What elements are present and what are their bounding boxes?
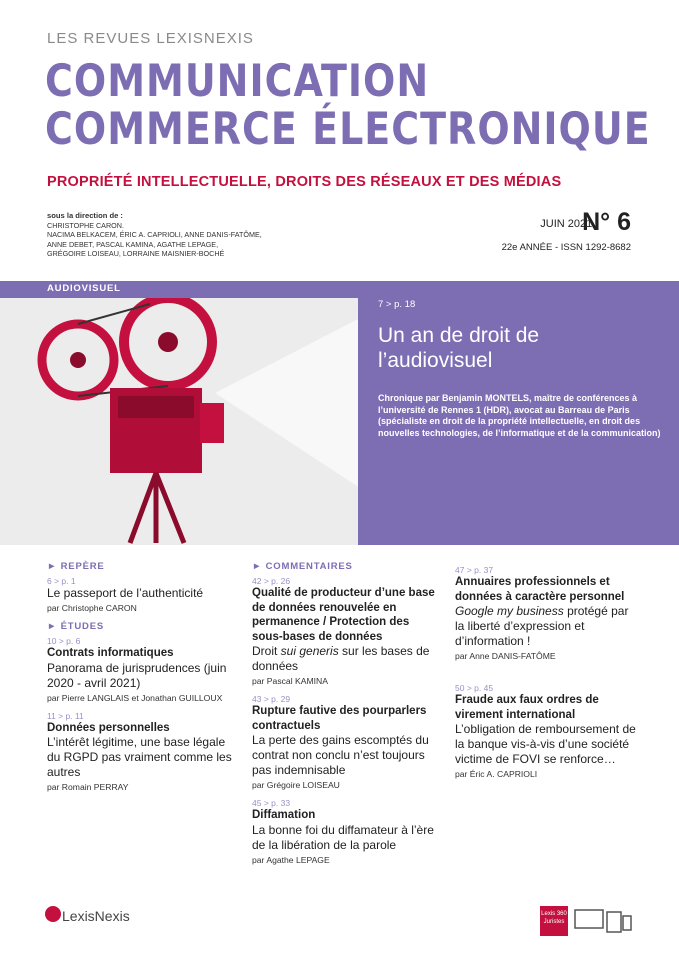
lexisnexis-logo-icon	[45, 906, 61, 922]
projector-lens	[200, 403, 224, 443]
journal-title-line2: COMMERCE ÉLECTRONIQUE	[45, 102, 651, 155]
contents-column-2	[252, 561, 437, 873]
issue-meta: 22e ANNÉE - ISSN 1292-8682	[501, 242, 631, 253]
item-author: par Pascal KAMINA	[252, 676, 328, 686]
item-heading[interactable]: Données personnelles	[47, 721, 170, 734]
item-ref: 42 > p. 26	[252, 576, 291, 586]
issue-number: N° 6	[582, 208, 631, 236]
section-heading-commentaires: ► COMMENTAIRES	[252, 561, 353, 572]
journal-subtitle: PROPRIÉTÉ INTELLECTUELLE, DROITS DES RÉSEAUX ET DES MÉDIAS	[47, 174, 562, 190]
item-author: par Agathe LEPAGE	[252, 854, 330, 865]
feature-title[interactable]: Un an de droit de l’audiovisuel	[378, 324, 540, 372]
section-heading-repere: ► REPÈRE	[47, 561, 105, 572]
light-beam	[215, 318, 360, 488]
devices-svg	[573, 906, 633, 936]
item-title: La perte des gains escomptés du contrat non conclu n’est toujours pas indemnisable	[252, 733, 429, 777]
item-heading[interactable]: Qualité de producteur d’une base de données renouvelée en permanence / Protection des sous-bases de données	[252, 587, 435, 643]
section-label: AUDIOVISUEL	[47, 283, 121, 294]
monitor-icon	[575, 910, 603, 928]
item-author: par Romain PERRAY	[47, 782, 129, 792]
item-author: par Pierre LANGLAIS et Jonathan GUILLOUX	[47, 692, 223, 703]
item-heading[interactable]: Annuaires professionnels et données à caractère personnel	[455, 576, 625, 603]
reel-hub-right	[158, 332, 178, 352]
item-title: L’obligation de remboursement de la banque vis-à-vis d’une société victime de FOVI se renforce…	[455, 722, 636, 766]
item-heading[interactable]: Fraude aux faux ordres de virement international	[455, 694, 599, 721]
issue-date: JUIN 2021 -	[540, 218, 599, 230]
item-ref: 10 > p. 6	[47, 636, 81, 646]
journal-title-line1: COMMUNICATION	[45, 54, 430, 107]
item-title-part: protégé par la liberté d’expression et d’information !	[455, 604, 629, 648]
item-heading[interactable]: Diffamation	[252, 809, 316, 821]
item-title-emphasis: Google my business	[455, 604, 564, 618]
direction-line: CHRISTOPHE CARON.	[47, 220, 124, 230]
contents-column-3	[455, 563, 640, 787]
lexisnexis-logo-text: LexisNexis	[62, 908, 130, 924]
item-ref: 50 > p. 45	[455, 683, 494, 693]
item-ref: 11 > p. 11	[47, 710, 84, 721]
direction-label: sous la direction de :	[47, 211, 123, 220]
projector-svg	[0, 298, 360, 545]
direction-line: GRÉGOIRE LOISEAU, LORRAINE MAISNIER-BOCHÉ	[47, 249, 225, 259]
feature-chronicle: Chronique par Benjamin MONTELS, maître de conférences à l’université de Rennes 1 (HDR), avocat au Barreau de Paris (spécialiste en droit de la propriété intellectuelle, en droit des nouvelles technologies, de l’informatique et de la communication)	[378, 393, 661, 438]
item-title: Panorama de jurisprudences (juin 2020 - avril 2021)	[47, 660, 227, 690]
item-author: par Anne DANIS-FATÔME	[455, 651, 556, 661]
tripod-leg	[156, 473, 184, 543]
editorial-direction	[47, 211, 262, 259]
section-heading-etudes: ► ÉTUDES	[47, 621, 104, 632]
item-author: par Christophe CARON	[47, 603, 137, 613]
item-title-part: Droit	[252, 644, 281, 658]
item-title	[252, 644, 437, 674]
item-title-part: sur les bases de données	[252, 644, 430, 673]
lexis360-badge: Lexis 360 Juristes	[540, 906, 568, 936]
item-heading[interactable]: Contrats informatiques	[47, 647, 174, 659]
item-title: La bonne foi du diffamateur à l’ère de la libération de la parole	[252, 822, 434, 852]
item-title-emphasis: sui generis	[280, 644, 339, 658]
brand-line: LES REVUES LEXISNEXIS	[47, 30, 254, 47]
item-title	[455, 604, 640, 649]
item-author: par Éric A. CAPRIOLI	[455, 769, 538, 779]
item-ref: 43 > p. 29	[252, 694, 291, 704]
projector-panel	[118, 396, 194, 418]
item-ref: 6 > p. 1	[47, 576, 76, 586]
reel-hub-left	[70, 352, 86, 368]
feature-ref: 7 > p. 18	[378, 299, 416, 310]
film-projector-illustration	[0, 298, 360, 545]
devices-icon	[573, 906, 633, 941]
direction-line: ANNE DEBET, PASCAL KAMINA, AGATHE LEPAGE,	[47, 239, 219, 249]
direction-line: NACIMA BELKACEM, ÉRIC A. CAPRIOLI, ANNE DANIS-FATÔME,	[47, 230, 262, 240]
item-heading[interactable]: Rupture fautive des pourparlers contractuels	[252, 705, 427, 732]
phone-icon	[623, 916, 631, 930]
item-ref: 45 > p. 33	[252, 798, 291, 808]
item-title: L’intérêt légitime, une base légale du RGPD pas vraiment comme les autres	[47, 735, 232, 779]
item-author: par Grégoire LOISEAU	[252, 780, 340, 790]
contents-column-1	[47, 561, 232, 800]
item-ref: 47 > p. 37	[455, 565, 494, 575]
tripod-leg	[130, 473, 156, 543]
tablet-icon	[607, 912, 621, 932]
item-title[interactable]: Le passeport de l’authenticité	[47, 586, 204, 600]
